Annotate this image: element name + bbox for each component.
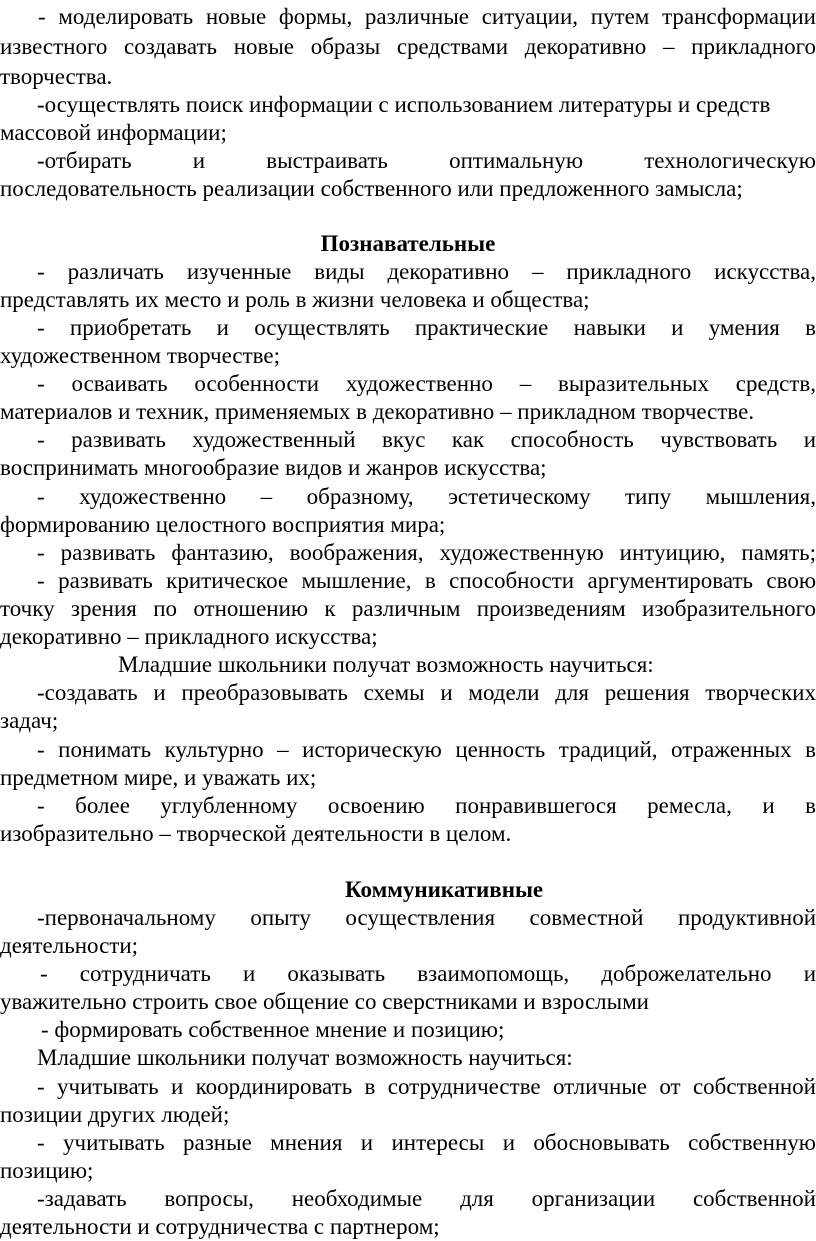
text-line: -задавать вопросы, необходимые для организации собственной <box>37 1186 816 1211</box>
text-line: последовательность реализации собственного или предложенного замысла; <box>0 176 743 201</box>
text-line: - приобретать и осуществлять практические навыки и умения в <box>37 315 816 340</box>
text-line: воспринимать многообразие видов и жанров искусства; <box>0 455 547 480</box>
text-line: позиции других людей; <box>0 1102 230 1127</box>
text-line: -осуществлять поиск информации с использованием литературы и средств <box>37 92 771 117</box>
text-line: - понимать культурно – историческую ценность традиций, отраженных в <box>37 737 816 762</box>
text-line: - сотрудничать и оказывать взаимопомощь, доброжелательно и <box>40 961 816 986</box>
section-heading-communicative: Коммуникативные <box>345 877 544 902</box>
text-line: предметном мире, и уважать их; <box>0 765 317 790</box>
text-line: - учитывать разные мнения и интересы и обосновывать собственную <box>37 1130 816 1155</box>
text-line: позицию; <box>0 1158 94 1183</box>
text-line: Младшие школьники получат возможность научиться: <box>118 652 654 677</box>
text-line: известного создавать новые образы средствами декоративно – прикладного <box>0 34 816 59</box>
text-line: декоративно – прикладного искусства; <box>0 624 378 649</box>
text-line: -первоначальному опыту осуществления совместной продуктивной <box>37 905 816 930</box>
text-line: художественном творчестве; <box>0 343 280 368</box>
text-line: - более углубленному освоению понравившегося ремесла, и в <box>37 793 816 818</box>
text-line: - осваивать особенности художественно – выразительных средств, <box>37 371 816 396</box>
text-line: изобразительно – творческой деятельности в целом. <box>0 821 512 846</box>
text-line: творчества. <box>0 64 113 89</box>
text-line: - художественно – образному, эстетическому типу мышления, <box>37 484 816 509</box>
text-line: -создавать и преобразовывать схемы и модели для решения творческих <box>37 680 816 705</box>
text-line: Младшие школьники получат возможность научиться: <box>37 1045 573 1070</box>
text-line: - учитывать и координировать в сотрудничестве отличные от собственной <box>37 1074 816 1099</box>
text-line: - различать изученные виды декоративно – прикладного искусства, <box>37 259 816 284</box>
text-line: - развивать художественный вкус как способность чувствовать и <box>37 427 816 452</box>
text-line: точку зрения по отношению к различным произведениям изобразительного <box>0 596 816 621</box>
text-line: формированию целостного восприятия мира; <box>0 512 446 537</box>
text-line: -отбирать и выстраивать оптимальную технологическую <box>37 148 816 173</box>
text-line: представлять их место и роль в жизни человека и общества; <box>0 287 590 312</box>
text-line: деятельности и сотрудничества с партнером; <box>0 1214 440 1239</box>
text-line: - моделировать новые формы, различные ситуации, путем трансформации <box>38 4 816 29</box>
text-line: материалов и техник, применяемых в декоративно – прикладном творчестве. <box>0 399 755 424</box>
section-heading-cognitive: Познавательные <box>320 231 496 256</box>
text-line: уважительно строить свое общение со сверстниками и взрослыми <box>0 989 649 1014</box>
text-line: массовой информации; <box>0 120 227 145</box>
text-line: - формировать собственное мнение и позицию; <box>41 1017 505 1042</box>
text-line: - развивать фантазию, воображения, художественную интуицию, память; <box>37 540 816 565</box>
text-line: задач; <box>0 708 59 733</box>
text-line: - развивать критическое мышление, в способности аргументировать свою <box>37 568 816 593</box>
text-line: деятельности; <box>0 933 139 958</box>
